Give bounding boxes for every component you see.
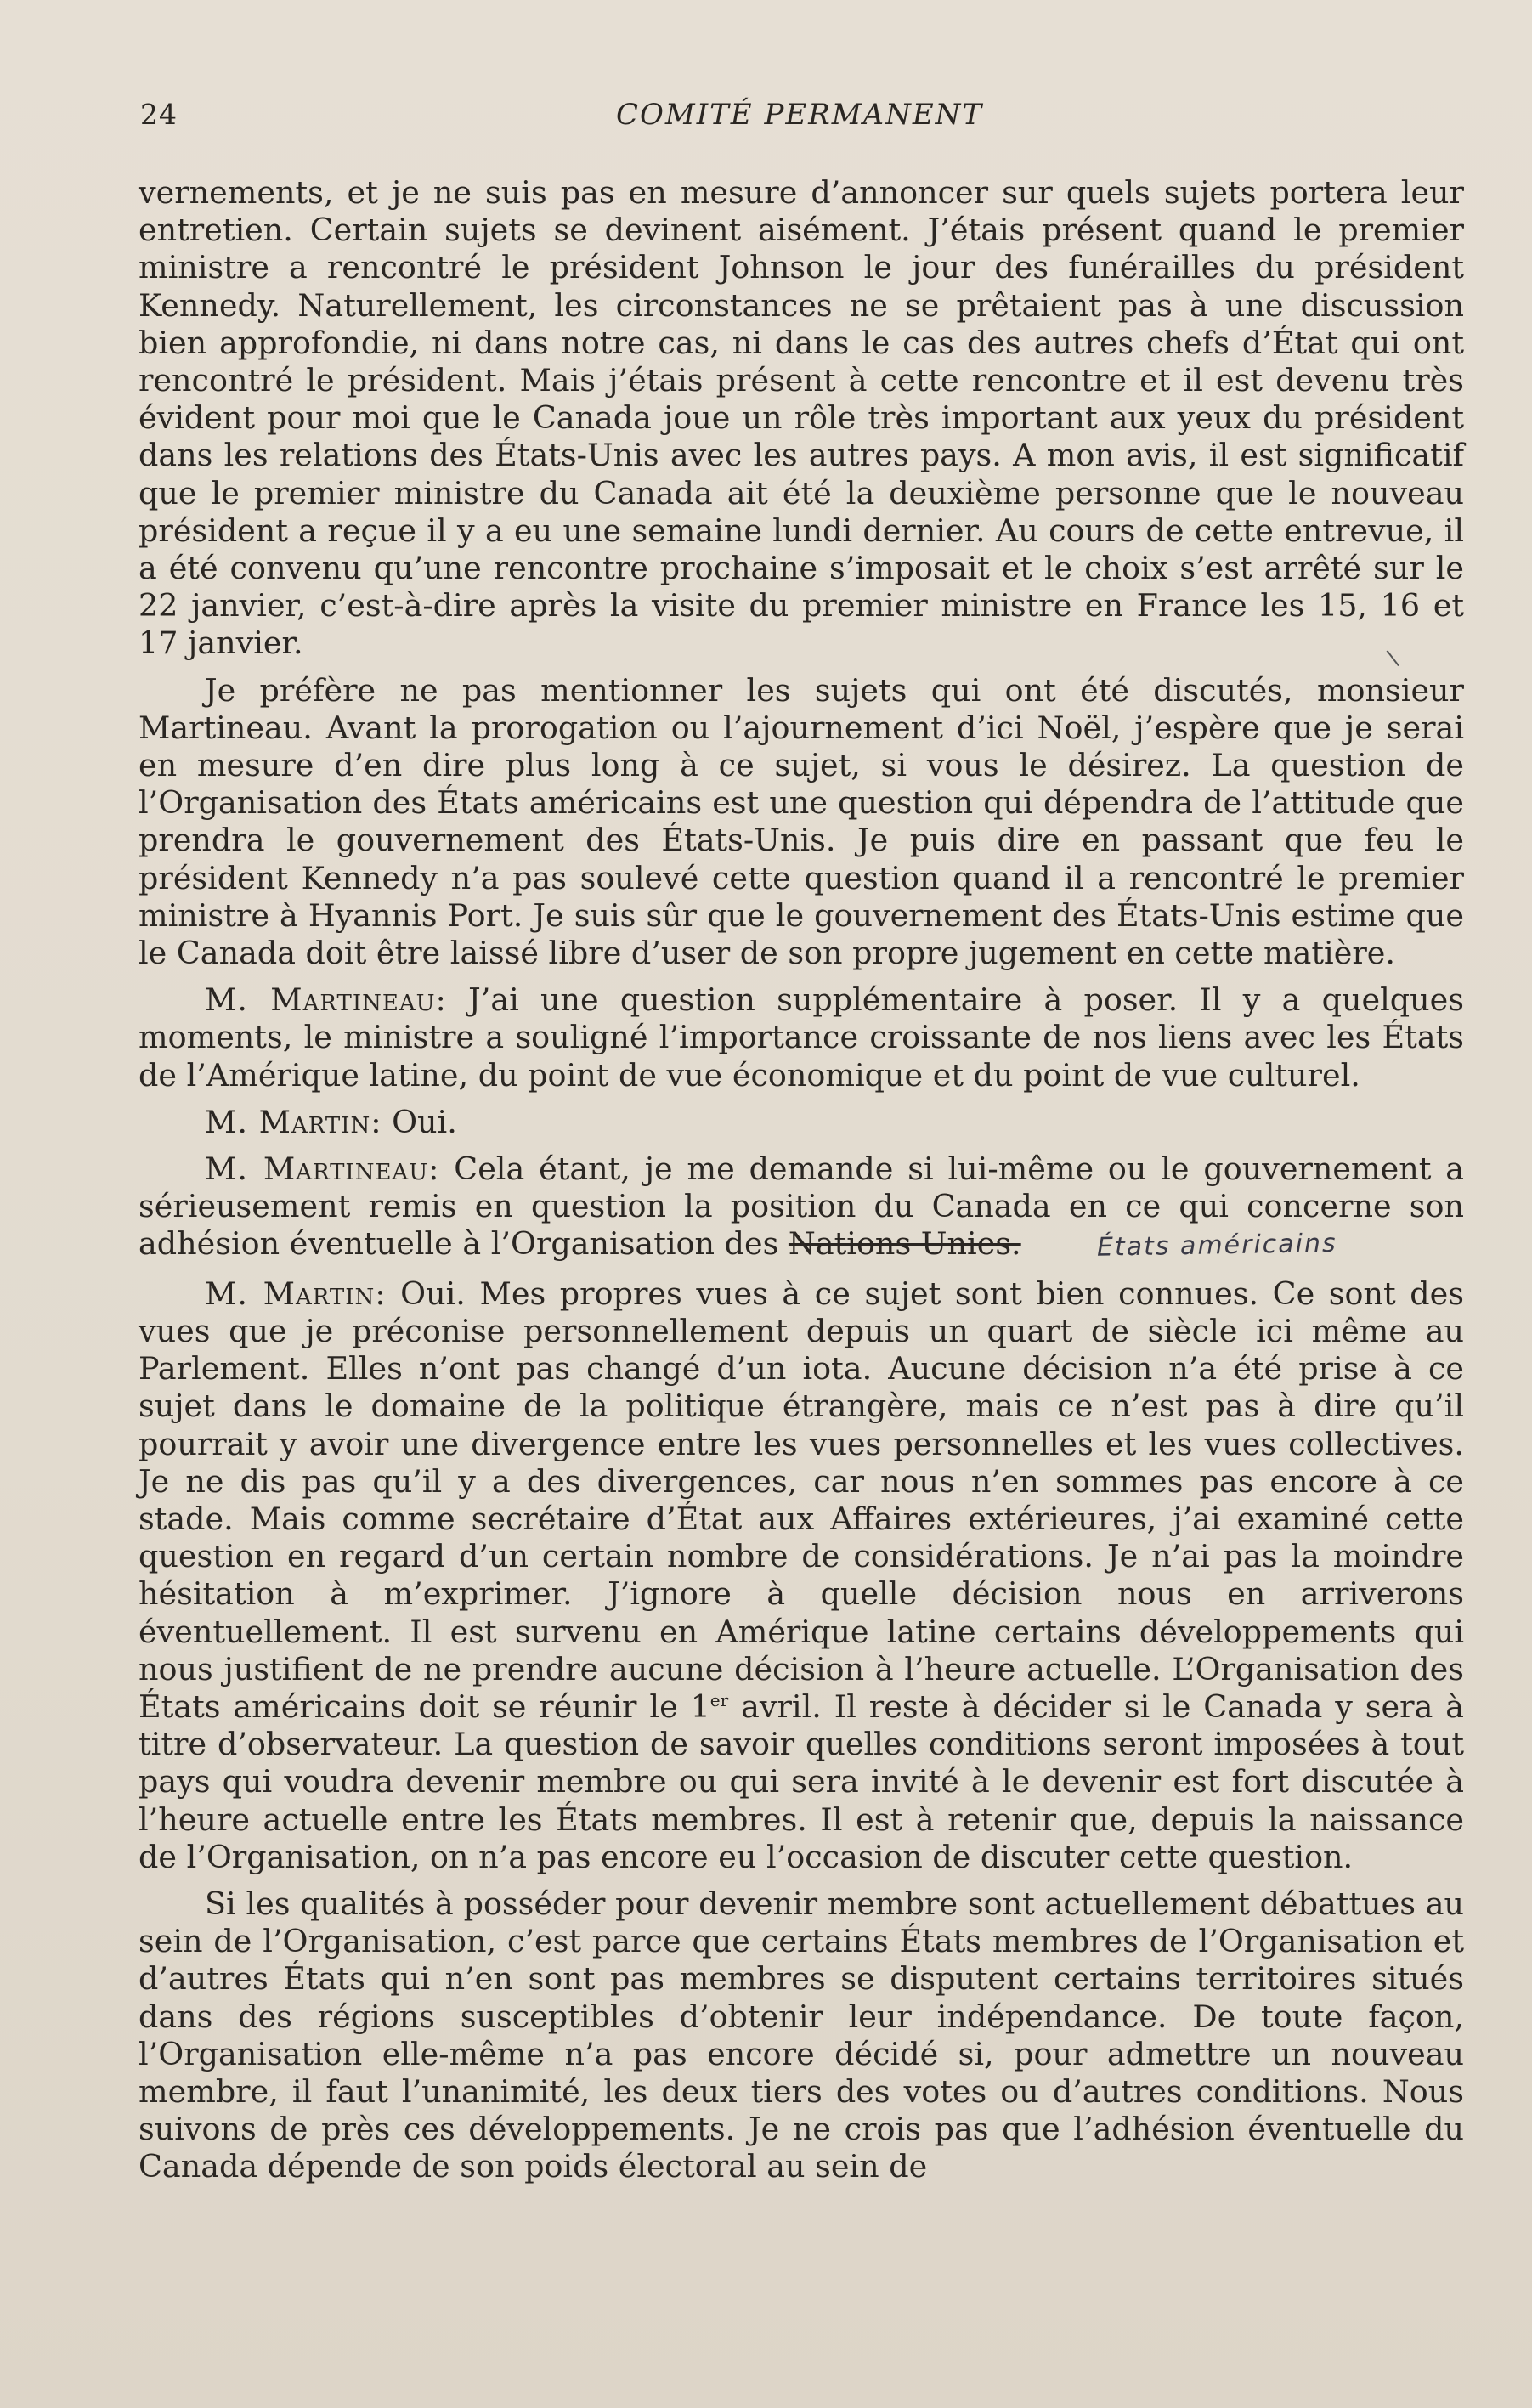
page-header [140,98,1457,140]
speech-martin [139,1275,1464,1876]
speech-text: Cela étant, je me demande si lui-même ou le gouvernement a sérieusement remis en question la position du Canada en ce qui concerne son adhésion éventuelle à l’Organisation des [139,1150,1464,1263]
speaker-name: M. Martineau: [205,1150,440,1188]
speech-martineau [139,981,1464,1094]
superscript: er [709,1689,729,1710]
speech-text: J’ai une question supplémentaire à poser. Il y a quelques moments, le ministre a souligné l’importance croissante de nos liens avec les États de l’Amérique latine, du point de vue économique et du point de vue culturel. [139,981,1464,1094]
paragraph-text: Si les qualités à posséder pour devenir membre sont actuellement débattues au sein de l’Organisation, c’est parce que certains États membres de l’Organisation et d’autres États qui n’en sont pas membres se disputent certains territoires situés dans des régions susceptibles d’obtenir leur indépendance. De toute façon, l’Organisation elle-même n’a pas encore décidé si, pour admettre un nouveau membre, il faut l’unanimité, les deux tiers des votes ou d’autres conditions. Nous suivons de près ces développements. Je ne crois pas que l’adhésion éventuelle du Canada dépende de son poids électoral au sein de [139,1885,1464,2185]
speech-martineau [139,1150,1464,1266]
speech-text: Oui. [392,1103,457,1140]
body-text [139,174,1464,2186]
paragraph [139,1885,1464,2186]
paragraph [139,672,1464,973]
speaker-name: M. Martin: [205,1275,387,1312]
speech-text-continued: avril. Il reste à décider si le Canada y sera à titre d’observateur. La question de savoir quelles conditions seront imposées à tout pays qui voudra devenir membre ou qui sera invité à le devenir est fort discutée à l’heure actuelle entre les États membres. Il est à retenir que, depuis la naissance de l’Organisation, on n’a pas encore eu l’occasion de discuter cette question. [139,1687,1464,1875]
handwritten-correction: États américains [1096,1229,1338,1263]
speaker-name: M. Martineau: [205,981,447,1019]
paragraph-text: Je préfère ne pas mentionner les sujets qui ont été discutés, monsieur Martineau. Avant la prorogation ou l’ajournement d’ici Noël, j’espère que je serai en mesure d’en dire plus long à ce sujet, si vous le désirez. La question de l’Organisation des États américains est une question qui dépendra de l’attitude que prendra le gouvernement des États-Unis. Je puis dire en passant que feu le président Kennedy n’a pas soulevé cette question quand il a rencontré le premier ministre à Hyannis Port. Je suis sûr que le gouvernement des États-Unis estime que le Canada doit être laissé libre d’user de son propre jugement en cette matière. [139,671,1464,972]
paragraph-continuation [139,174,1464,663]
struck-text: Nations Unies. [788,1225,1021,1263]
page-number: 24 [140,98,178,131]
pencil-mark-icon: \ [1385,645,1401,672]
speech-martin [139,1104,1464,1141]
speech-text: Oui. Mes propres vues à ce sujet sont bien connues. Ce sont des vues que je préconise personnellement depuis un quart de siècle ici même au Parlement. Elles n’ont pas changé d’un iota. Aucune décision n’a été prise à ce sujet dans le domaine de la politique étrangère, mais ce n’est pas à dire qu’il pourrait y avoir une divergence entre les vues personnelles et les vues collectives. Je ne dis pas qu’il y a des divergences, car nous n’en sommes pas encore à ce stade. Mais comme secrétaire d’État aux Affaires extérieures, j’ai examiné cette question en regard d’un certain nombre de considérations. Je n’ai pas la moindre hésitation à m’exprimer. J’ignore à quelle décision nous en arriverons éventuellement. Il est survenu en Amérique latine certains développements qui nous justifient de ne prendre aucune décision à l’heure actuelle. L’Organisation des États américains doit se réunir le 1 [139,1275,1464,1725]
speaker-name: M. Martin: [205,1103,382,1140]
paragraph-text: vernements, et je ne suis pas en mesure d’annoncer sur quels sujets portera leur entretien. Certain sujets se devinent aisément. J’étais présent quand le premier ministre a rencontré le président Johnson le jour des funérailles du président Kennedy. Naturellement, les circonstances ne se prêtaient pas à une discussion bien approfondie, ni dans notre cas, ni dans le cas des autres chefs d’État qui ont rencontré le président. Mais j’étais présent à cette rencontre et il est devenu très évident pour moi que le Canada joue un rôle très important aux yeux du président dans les relations des États-Unis avec les autres pays. A mon avis, il est significatif que le premier ministre du Canada ait été la deuxième personne que le nouveau président a reçue il y a eu une semaine lundi dernier. Au cours de cette entrevue, il a été convenu qu’une rencontre prochaine s’imposait et le choix s’est arrêté sur le 22 janvier, c’est-à-dire après la visite du premier ministre en France les 15, 16 et 17 janvier. [139,174,1464,662]
running-title: COMITÉ PERMANENT [616,98,984,132]
